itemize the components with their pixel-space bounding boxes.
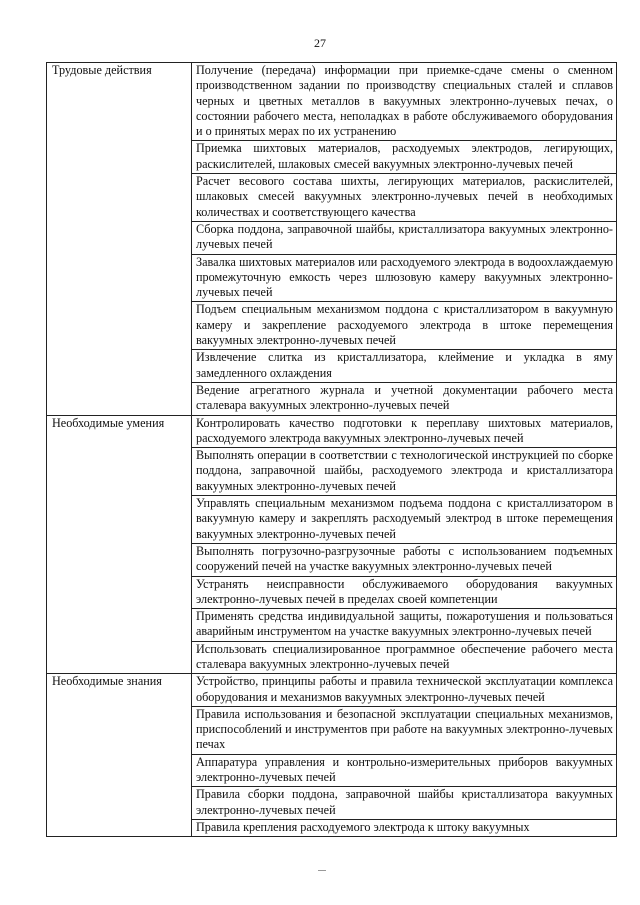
- section-label-required-skills: Необходимые умения: [47, 415, 192, 674]
- section-label-labor-actions: Трудовые действия: [47, 63, 192, 416]
- labor-action-item: Сборка поддона, заправочной шайбы, кристаллизатора вакуумных электронно-лучевых печей: [192, 221, 617, 254]
- table-row: [47, 63, 617, 141]
- page-number: 27: [314, 36, 326, 50]
- labor-action-item: Приемка шихтовых материалов, расходуемых электродов, легирующих, раскислителей, шлаковых смесей вакуумных электронно-лучевых печей: [192, 141, 617, 174]
- skill-item: Применять средства индивидуальной защиты, пожаротушения и пользоваться аварийным инструментом на участке вакуумных электронно-лучевых печей: [192, 609, 617, 642]
- competency-table: [46, 62, 617, 837]
- knowledge-item: Правила крепления расходуемого электрода к штоку вакуумных: [192, 819, 617, 836]
- labor-action-item: Расчет весового состава шихты, легирующих материалов, раскислителей, шлаковых смесей вакуумных электронно-лучевых печей в необходимых количествах и соответствующего качества: [192, 174, 617, 222]
- skill-item: Использовать специализированное программное обеспечение рабочего места сталевара вакуумных электронно-лучевых печей: [192, 641, 617, 674]
- labor-action-item: Получение (передача) информации при приемке-сдаче смены о сменном производственном задании по производству специальных сталей и сплавов черных и цветных металлов в вакуумных электронно-лучевых печах, о состоянии рабочего места, неполадках в работе обслуживаемого оборудования и о принятых мерах по их устранению: [192, 63, 617, 141]
- skill-item: Контролировать качество подготовки к переплаву шихтовых материалов, расходуемого электрода вакуумных электронно-лучевых печей: [192, 415, 617, 448]
- knowledge-item: Устройство, принципы работы и правила технической эксплуатации комплекса оборудования и механизмов вакуумных электронно-лучевых печей: [192, 674, 617, 707]
- skill-item: Выполнять погрузочно-разгрузочные работы с использованием подъемных сооружений печей на участке вакуумных электронно-лучевых печей: [192, 543, 617, 576]
- knowledge-item: Правила сборки поддона, заправочной шайбы кристаллизатора вакуумных электронно-лучевых печей: [192, 787, 617, 820]
- skill-item: Выполнять операции в соответствии с технологической инструкцией по сборке поддона, заправочной шайбы, расходуемого электрода и кристаллизатора вакуумных электронно-лучевых печей: [192, 448, 617, 496]
- knowledge-item: Правила использования и безопасной эксплуатации специальных механизмов, приспособлений и инструментов при работе на вакуумных электронно-лучевых печах: [192, 706, 617, 754]
- skill-item: Устранять неисправности обслуживаемого оборудования вакуумных электронно-лучевых печей в пределах своей компетенции: [192, 576, 617, 609]
- section-label-required-knowledge: Необходимые знания: [47, 674, 192, 837]
- labor-action-item: Завалка шихтовых материалов или расходуемого электрода в водоохлаждаемую промежуточную емкость через шлюзовую камеру вакуумных электронно-лучевых печей: [192, 254, 617, 302]
- knowledge-item: Аппаратура управления и контрольно-измерительных приборов вакуумных электронно-лучевых печей: [192, 754, 617, 787]
- labor-action-item: Подъем специальным механизмом поддона с кристаллизатором в вакуумную камеру и закрепление расходуемого электрода в штоке перемещения вакуумных электронно-лучевых печей: [192, 302, 617, 350]
- table-row: [47, 415, 617, 448]
- table-row: [47, 674, 617, 707]
- page-mark: [318, 870, 326, 871]
- labor-action-item: Ведение агрегатного журнала и учетной документации рабочего места сталевара вакуумных электронно-лучевых печей: [192, 382, 617, 415]
- labor-action-item: Извлечение слитка из кристаллизатора, клеймение и укладка в яму замедленного охлаждения: [192, 350, 617, 383]
- skill-item: Управлять специальным механизмом подъема поддона с кристаллизатором в вакуумную камеру и закреплять расходуемый электрод в штоке перемещения вакуумных электронно-лучевых печей: [192, 496, 617, 544]
